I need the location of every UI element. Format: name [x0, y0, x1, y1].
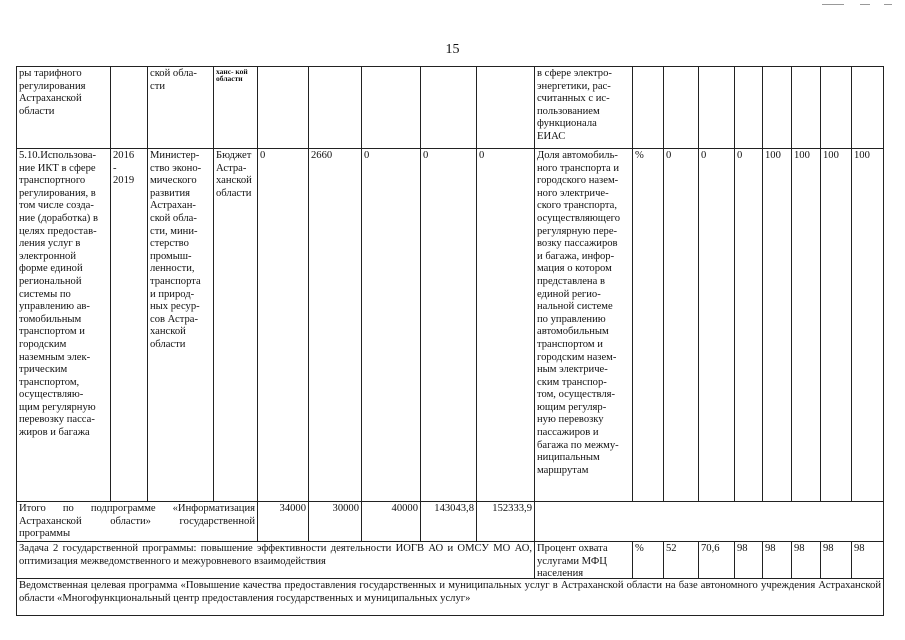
task2-value-cell: 98	[734, 541, 763, 579]
row-5-10-value-cell: 0	[663, 148, 699, 502]
program-table	[16, 66, 884, 616]
row-5-10-value-cell: 0	[734, 148, 763, 502]
scan-mark	[860, 4, 870, 5]
cont-value-cell	[791, 66, 821, 149]
row-5-10-name-cell: 5.10.Использова- ние ИКТ в сфере транспортного регулирования, в том числе созда- ние (доработка) в целях предостав- ления услуг в электронной форме единой региональной системы по управлению ав- томобильным транспортом и городским наземным элек- трическим транспортом, осуществляю- щим регулярную перевозку пасса- жиров и багажа	[16, 148, 111, 502]
cont-value-cell	[698, 66, 735, 149]
total-fin-cell: 40000	[361, 501, 421, 542]
cont-value-cell	[762, 66, 792, 149]
cont-fin-cell	[308, 66, 362, 149]
row-5-10-fin-cell: 0	[257, 148, 309, 502]
total-fin-cell: 30000	[308, 501, 362, 542]
task2-value-cell: 98	[791, 541, 821, 579]
row-5-10-source-cell: Бюджет Астра- ханской области	[213, 148, 258, 502]
scan-mark	[822, 4, 844, 5]
row-5-10-executor-cell: Министер- ство эконо- мического развития Астрахан- ской обла- сти, мини- стерство промыш- ленности, транспорта и природ- ных ресур- сов Астра- ханской области	[147, 148, 214, 502]
row-5-10-fin-cell: 0	[361, 148, 421, 502]
total-label-cell: Итого по подпрограмме «Информатизация Астраханской области» государственной программы	[16, 501, 258, 542]
task2-indicator-cell: Процент охвата услугами МФЦ населения	[534, 541, 633, 579]
task2-value-cell: 98	[820, 541, 852, 579]
cont-fin-cell	[361, 66, 421, 149]
program-label-cell: Ведомственная целевая программа «Повышение качества предоставления государственных и муниципальных услуг в Астраханской области на базе автономного учреждения Астраханской области «Многофункциональный центр предоставления государственных и муниципальных услуг»	[16, 578, 884, 616]
cont-value-cell	[820, 66, 852, 149]
page-number: 15	[445, 42, 460, 57]
total-fin-cell: 34000	[257, 501, 309, 542]
cont-indicator-cell: в сфере электро- энергетики, рас- считанных с ис- пользованием функционала ЕИАС	[534, 66, 633, 149]
row-5-10-unit-cell: %	[632, 148, 664, 502]
cont-value-cell	[734, 66, 763, 149]
task2-value-cell: 52	[663, 541, 699, 579]
row-5-10-period-cell: 2016 - 2019	[110, 148, 148, 502]
row-5-10-indicator-cell: Доля автомобиль- ного транспорта и городского назем- ного электриче- ского транспорта, осуществляющего регулярную пере- возку пассажиров и багажа, инфор- мация о котором представлена в единой регио- нальной системе по управлению автомобильным транспортом и городским назем- ным электриче- ским транспор- том, осуществля- ющим регуляр- ную перевозку пассажиров и багажа по межму- ниципальным маршрутам	[534, 148, 633, 502]
cont-value-cell	[663, 66, 699, 149]
total-fin-cell: 143043,8	[420, 501, 477, 542]
cont-fin-cell	[257, 66, 309, 149]
row-5-10-fin-cell: 0	[420, 148, 477, 502]
cont-executor-cell: ской обла- сти	[147, 66, 214, 149]
cont-unit-cell	[632, 66, 664, 149]
task2-label-cell: Задача 2 государственной программы: повышение эффективности деятельности ИОГВ АО и ОМСУ МО АО, оптимизация межведомственного и межуровневого взаимодействия	[16, 541, 535, 579]
cont-value-cell	[851, 66, 884, 149]
task2-value-cell: 98	[762, 541, 792, 579]
task2-value-cell: 98	[851, 541, 884, 579]
row-5-10-value-cell: 100	[820, 148, 852, 502]
total-empty-cell	[534, 501, 884, 542]
cont-fin-cell	[420, 66, 477, 149]
task2-value-cell: 70,6	[698, 541, 735, 579]
cont-source-cell: ханс- кой области	[213, 66, 258, 149]
cont-period-cell	[110, 66, 148, 149]
cont-fin-cell	[476, 66, 535, 149]
scan-mark	[884, 4, 892, 5]
row-5-10-value-cell: 100	[851, 148, 884, 502]
row-5-10-value-cell: 0	[698, 148, 735, 502]
row-5-10-value-cell: 100	[791, 148, 821, 502]
row-5-10-value-cell: 100	[762, 148, 792, 502]
cont-name-cell: ры тарифного регулирования Астраханской области	[16, 66, 111, 149]
row-5-10-fin-cell: 0	[476, 148, 535, 502]
total-fin-cell: 152333,9	[476, 501, 535, 542]
row-5-10-fin-cell: 2660	[308, 148, 362, 502]
task2-unit-cell: %	[632, 541, 664, 579]
